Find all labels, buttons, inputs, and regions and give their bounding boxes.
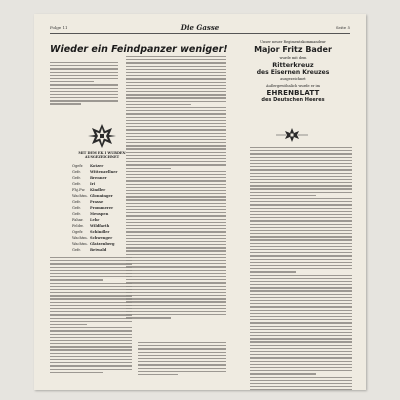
list-item: Fahnr. Lehr: [72, 218, 100, 222]
list-item: Gefr. Brenner: [72, 176, 107, 180]
iron-cross-icon: [82, 122, 122, 150]
article-text-column-3: [250, 147, 352, 390]
award-intro: Unser neuer Regimentskommandeur: [260, 40, 326, 44]
article-text-column-2-lower: [138, 342, 226, 377]
page-header: [50, 23, 350, 34]
page-number: Seite 5: [335, 25, 350, 30]
list-item: Gefr. Prasse: [72, 200, 104, 204]
article-text-column-1-lower: [50, 257, 132, 375]
list-item: Ogefr. Kotzer: [72, 164, 104, 168]
newspaper-page: [34, 14, 366, 390]
list-item: Wachtm. Glonninger: [72, 194, 113, 198]
list-item: Fhj.Fw. Kindler: [72, 188, 106, 192]
list-item: Feldw. Wildfarth: [72, 224, 110, 228]
list-item: Gefr. Iri: [72, 182, 95, 186]
decorated-list: [72, 163, 132, 253]
article-headline: Wieder ein Feindpanzer weniger!: [50, 44, 228, 55]
list-item: Gefr. Prommerer: [72, 206, 113, 210]
article-text-column-1: [50, 62, 118, 107]
award-recipient: Major Fritz Bader: [254, 45, 332, 54]
list-item: Gefr. Betwald: [72, 248, 107, 252]
article-text-column-2: [126, 56, 226, 321]
list-item: Gefr. Wittenzellner: [72, 170, 118, 174]
award-announcement: Unser neuer Regimentskommandeur Major Fritz Bader wurde mit dem Ritterkreuz des Eisernen Kreuzes ausgezeichnet Außergewöhnlich wurde er im EHRENBLATT des Deutschen Heeres: [234, 40, 352, 103]
list-item: Wachtm. Glatzenberg: [72, 242, 115, 246]
award-caption: MIT DEM EK I WURDEN AUSGEZEICHNET: [78, 151, 126, 159]
list-item: Ogefr. Schindler: [72, 230, 110, 234]
list-item: Wachtm. Schwenger: [72, 236, 113, 240]
honor-title: EHRENBLATT: [266, 89, 320, 97]
newspaper-title: Die Gasse: [180, 23, 220, 32]
list-item: Gefr. Meuspen: [72, 212, 109, 216]
award-title: Ritterkreuz: [272, 61, 314, 69]
issue-number: Folge 11: [50, 25, 68, 30]
knights-cross-icon: [276, 126, 308, 144]
